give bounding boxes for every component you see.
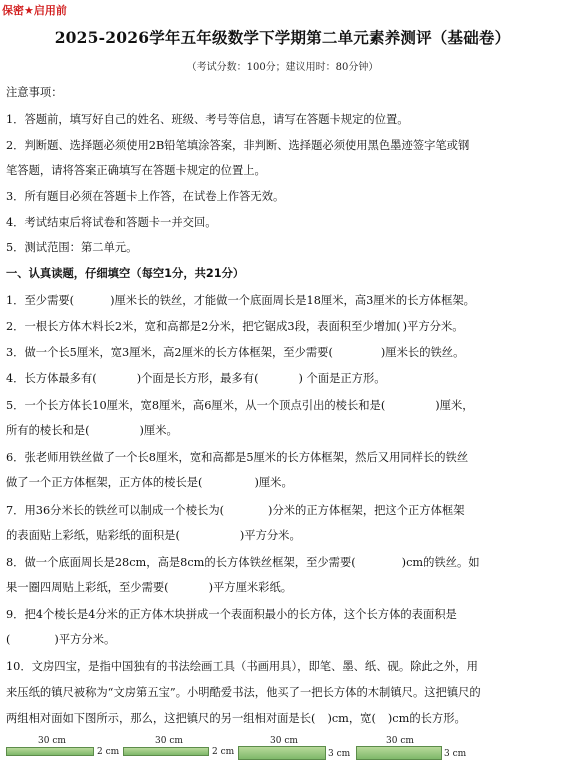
question-5-cont: 所有的棱长和是( )厘米。 [6, 424, 178, 437]
ruler-face-4-bar [356, 746, 442, 760]
question-2: 2．一根长方体木料长2米，宽和高都是2分米，把它锯成3段，表面积至少增加( )平方分米。 [6, 320, 464, 333]
question-6: 6．张老师用铁丝做了一个长8厘米，宽和高都是5厘米的长方体框架，然后又用同样长的铁丝 [6, 451, 469, 464]
ruler-face-1-length-label: 30 cm [38, 736, 66, 746]
ruler-face-4-side-label: 3 cm [444, 749, 467, 759]
ruler-face-4-length-label: 30 cm [386, 736, 414, 746]
question-10-cont-1: 来压纸的镇尺被称为“文房第五宝”。小明酷爱书法，他买了一把长方体的木制镇尺。这把镇尺的 [6, 686, 481, 699]
question-9-cont: ( )平方分米。 [6, 633, 116, 646]
note-2: 2．判断题、选择题必须使用2B铅笔填涂答案，非判断、选择题必须使用黑色墨迹签字笔或钢 [6, 139, 470, 152]
note-3: 3．所有题目必须在答题卡上作答，在试卷上作答无效。 [6, 190, 285, 203]
question-10: 10．文房四宝，是指中国独有的书法绘画工具（书画用具），即笔、墨、纸、砚。除此之外，用 [6, 660, 478, 673]
question-8: 8．做一个底面周长是28cm，高是8cm的长方体铁丝框架，至少需要( )cm的铁丝。如 [6, 556, 480, 569]
note-1: 1．答题前，填写好自己的姓名、班级、考号等信息，请写在答题卡规定的位置。 [6, 113, 409, 126]
note-4: 4．考试结束后将试卷和答题卡一并交回。 [6, 216, 217, 229]
question-1: 1．至少需要( )厘米长的铁丝，才能做一个底面周长是18厘米，高3厘米的长方体框架。 [6, 294, 475, 307]
confidential-label: 保密★启用前 [2, 4, 67, 17]
note-2-cont: 笔答题，请将答案正确填写在答题卡规定的位置上。 [6, 164, 266, 177]
ruler-figure-row [0, 736, 565, 765]
question-10-cont-2: 两组相对面如下图所示，那么，这把镇尺的另一组相对面是长( )cm，宽( )cm的长方形。 [6, 712, 466, 725]
ruler-face-2 [123, 736, 238, 765]
ruler-face-1-side-label: 2 cm [97, 747, 120, 757]
ruler-face-2-side-label: 2 cm [212, 747, 235, 757]
section-1-heading: 一、认真读题，仔细填空（每空1分，共21分） [6, 267, 245, 280]
question-4: 4．长方体最多有( )个面是长方形，最多有( ) 个面是正方形。 [6, 372, 386, 385]
question-7: 7．用36分米长的铁丝可以制成一个棱长为( )分米的正方体框架，把这个正方体框架 [6, 504, 465, 517]
question-7-cont: 的表面贴上彩纸，贴彩纸的面积是( )平方分米。 [6, 529, 301, 542]
exam-subtitle: （考试分数：100分；建议用时：80分钟） [186, 62, 379, 73]
ruler-face-3 [238, 736, 358, 765]
ruler-face-3-bar [238, 746, 326, 760]
ruler-face-1-bar [6, 747, 94, 756]
note-5: 5．测试范围：第二单元。 [6, 241, 138, 254]
question-5: 5．一个长方体长10厘米，宽8厘米，高6厘米，从一个顶点引出的棱长和是( )厘米， [6, 399, 474, 412]
ruler-face-3-side-label: 3 cm [328, 749, 351, 759]
ruler-face-4 [356, 736, 476, 765]
ruler-face-1 [6, 736, 121, 765]
ruler-face-2-bar [123, 747, 209, 756]
ruler-face-3-length-label: 30 cm [270, 736, 298, 746]
question-3: 3．做一个长5厘米，宽3厘米，高2厘米的长方体框架，至少需要( )厘米长的铁丝。 [6, 346, 465, 359]
exam-title: 2025-2026学年五年级数学下学期第二单元素养测评（基础卷） [54, 28, 511, 47]
notes-heading: 注意事项： [6, 86, 63, 99]
ruler-face-2-length-label: 30 cm [155, 736, 183, 746]
question-8-cont: 果一圈四周贴上彩纸，至少需要( )平方厘米彩纸。 [6, 581, 293, 594]
question-6-cont: 做了一个正方体框架，正方体的棱长是( )厘米。 [6, 476, 293, 489]
question-9: 9．把4个棱长是4分米的正方体木块拼成一个表面积最小的长方体，这个长方体的表面积是 [6, 608, 457, 621]
